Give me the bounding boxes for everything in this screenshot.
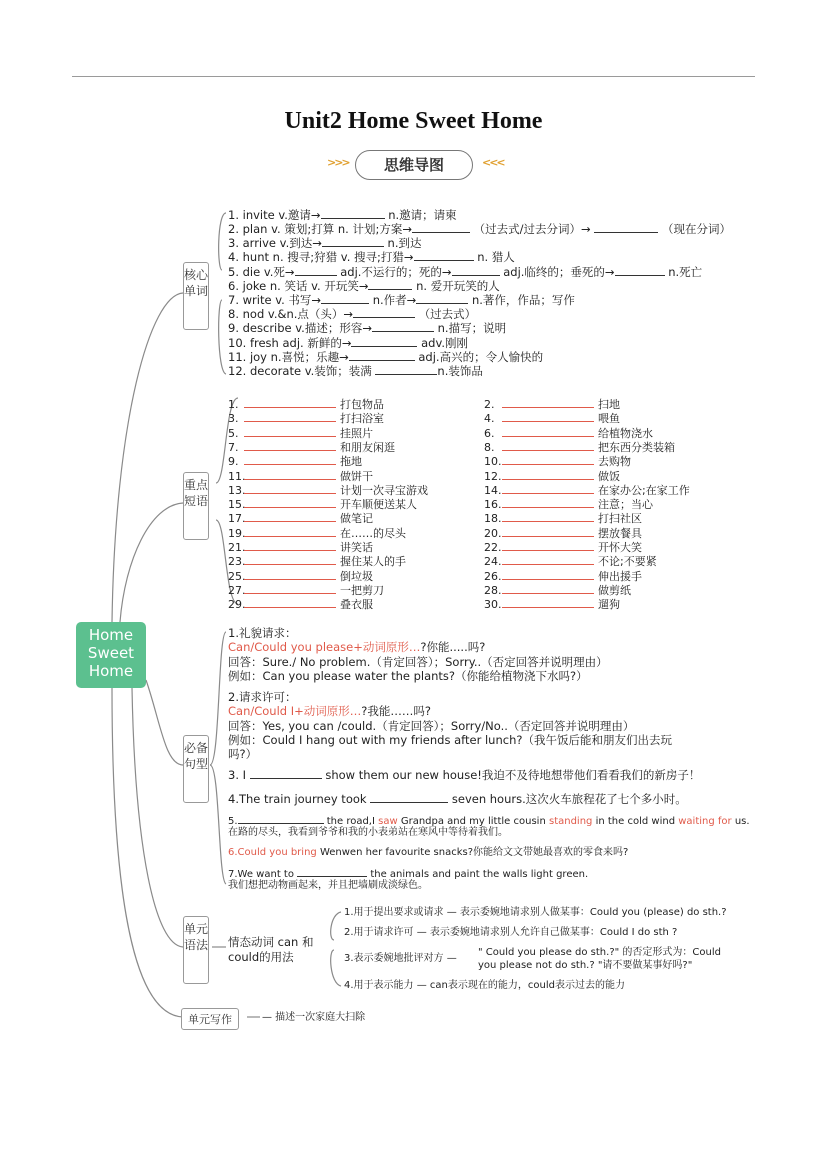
phrase-section-label: 重点短语 [183,472,209,540]
grammar-item: 4.用于表示能力 — can表示现在的能力，could表示过去的能力 [344,980,625,991]
phrase-item: 4. 喂鱼 [484,412,620,426]
vocab-item: 4. hunt n. 搜寻;狩猎 v. 搜寻;打猎→ n. 猎人 [228,250,515,264]
phrase-item: 25. 倒垃圾 [228,569,373,583]
vocab-item: 7. write v. 书写→ n.作者→ n.著作，作品；写作 [228,293,575,307]
grammar-item: 1.用于提出要求或请求 — 表示委婉地请求别人做某事：Could you (please) do sth.? [344,907,727,918]
grammar-item: you please not do sth.? "请不要做某事好吗?" [478,960,693,971]
grammar-section-label: 单元语法 [183,916,209,984]
phrase-item: 20. 摆放餐具 [484,526,642,540]
sentence-translation: 我们想把动物画起来，并且把墙刷成淡绿色。 [228,880,428,891]
vocab-item: 11. joy n.喜悦；乐趣→ adj.高兴的；令人愉快的 [228,350,544,364]
phrase-item: 21. 讲笑话 [228,541,373,554]
vocab-item: 9. describe v.描述；形容→ n.描写；说明 [228,321,507,335]
vocab-item: 6. joke n. 笑话 v. 开玩笑→ n. 爱开玩笑的人 [228,279,500,293]
sentence-section-label: 必备句型 [183,735,209,803]
sentence-heading: 2.请求许可： [228,690,297,704]
phrase-item: 13. 计划一次寻宝游戏 [228,483,428,497]
vocab-item: 1. invite v.邀请→ n.邀请；请柬 [228,208,457,222]
vocab-section-label: 核心单词 [183,262,209,330]
grammar-item: 2.用于请求许可 — 表示委婉地请求别人允许自己做某事：Could I do sth ? [344,927,678,938]
phrase-item: 24. 不论;不要紧 [484,555,657,569]
grammar-item: 3.表示委婉地批评对方 — [344,953,457,964]
vocab-item: 5. die v.死→ adj.不运行的；死的→ adj.临终的；垂死的→ n.死亡 [228,265,703,279]
sentence-pattern: Can/Could I+动词原形…?我能……吗? [228,704,431,718]
phrase-item: 15. 开车顺便送某人 [228,498,417,512]
phrase-item: 19. 在……的尽头 [228,526,406,540]
phrase-item: 9. 拖地 [228,455,362,469]
sentence-example: 例如：Could I hang out with my friends after lunch?（我午饭后能和朋友们出去玩 [228,733,672,747]
grammar-item: " Could you please do sth.?" 的否定形式为：Could [478,947,721,958]
sentence-item: 3. I show them our new house!我迫不及待地想带他们看看我们的新房子！ [228,768,701,782]
writing-section-label: 单元写作 [181,1008,239,1030]
sentence-translation: 在路的尽头，我看到爷爷和我的小表弟站在寒风中等待着我们。 [228,827,508,838]
sentence-item: 4.The train journey took seven hours.这次火车旅程花了七个多小时。 [228,792,687,806]
phrase-item: 29. 叠衣服 [228,598,373,612]
phrase-item: 14. 在家办公;在家工作 [484,483,690,497]
grammar-topic: could的用法 [228,950,294,964]
chevron-left-icon: >>> [327,156,349,169]
phrase-item: 23. 握住某人的手 [228,555,406,569]
phrase-item: 6. 给植物浇水 [484,426,653,440]
phrase-item: 26. 伸出援手 [484,569,642,583]
phrase-item: 16. 注意；当心 [484,498,653,512]
sentence-answer: 回答：Yes, you can /could.（肯定回答）；Sorry/No..（否定回答并说明理由） [228,719,635,733]
sentence-item: 6.Could you bring Wenwen her favourite snacks?你能给文文带她最喜欢的零食来吗? [228,847,629,858]
phrase-item: 8. 把东西分类装箱 [484,440,675,454]
phrase-item: 28. 做剪纸 [484,583,631,597]
chevron-right-icon: <<< [482,156,504,169]
phrase-item: 10. 去购物 [484,455,631,469]
phrase-item: 30. 遛狗 [484,598,620,612]
phrase-item: 12. 做饭 [484,469,620,483]
sentence-pattern: Can/Could you please+动词原形…?你能.....吗? [228,640,486,654]
vocab-item: 2. plan v. 策划;打算 n. 计划;方案→ （过去式/过去分词）→ （现在分词） [228,222,731,236]
vocab-item: 8. nod v.&n.点（头）→ （过去式） [228,307,477,321]
phrase-item: 3. 打扫浴室 [228,412,384,426]
phrase-item: 17. 做笔记 [228,512,373,526]
page-title: Unit2 Home Sweet Home [284,108,543,134]
sentence-example: 例如：Can you please water the plants?（你能给植物浇下水吗?） [228,669,588,683]
phrase-item: 7. 和朋友闲逛 [228,440,395,454]
phrase-item: 11. 做饼干 [228,469,373,483]
vocab-item: 12. decorate v.装饰；装满 n.装饰品 [228,364,483,378]
grammar-topic: 情态动词 can 和 [228,935,314,949]
sentence-heading: 1.礼貌请求： [228,626,297,640]
vocab-item: 3. arrive v.到达→ n.到达 [228,236,422,250]
sentence-item: 5. the road,I saw Grandpa and my little cousin standing in the cold wind waiting for us. [228,813,750,829]
central-topic: Home Sweet Home [76,622,146,688]
mindmap-banner: 思维导图 [355,150,473,180]
phrase-item: 2. 扫地 [484,398,620,411]
vocab-item: 10. fresh adj. 新鲜的→ adv.刚刚 [228,336,469,350]
phrase-item: 18. 打扫社区 [484,512,642,526]
sentence-answer: 回答：Sure./ No problem.（肯定回答）；Sorry..（否定回答并说明理由） [228,655,608,669]
phrase-item: 22. 开怀大笑 [484,541,642,554]
phrase-item: 5. 挂照片 [228,426,373,440]
writing-topic: — 描述一次家庭大扫除 [262,1012,366,1023]
phrase-item: 1. 打包物品 [228,398,384,411]
sentence-item: 7.We want to the animals and paint the walls light green. [228,866,588,882]
sentence-example: 吗?） [228,747,258,761]
phrase-item: 27. 一把剪刀 [228,583,384,597]
